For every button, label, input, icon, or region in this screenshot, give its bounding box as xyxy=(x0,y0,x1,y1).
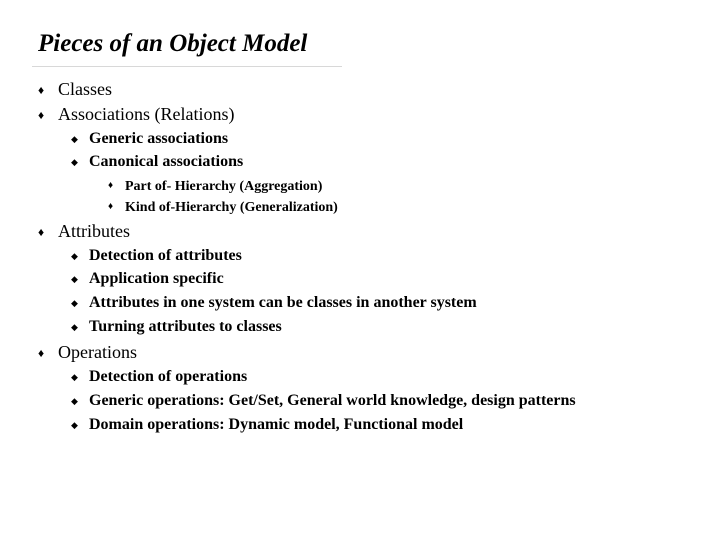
list-item-label: Operations xyxy=(58,342,137,362)
list-item-canonical-associations xyxy=(89,154,243,170)
list-item-label: Classes xyxy=(58,79,112,99)
list-item-operations xyxy=(58,343,137,361)
small-diamond-bullet-icon xyxy=(71,319,78,335)
list-item-associations xyxy=(58,105,234,123)
small-diamond-bullet-icon xyxy=(71,131,78,147)
list-item-label: Attributes xyxy=(58,221,130,241)
list-item-application-specific xyxy=(89,271,224,287)
diamond-bullet-icon xyxy=(108,178,113,193)
list-item-generic-operations xyxy=(89,393,576,409)
list-item-label: Detection of attributes xyxy=(89,247,242,264)
small-diamond-bullet-icon xyxy=(71,393,78,409)
list-item-label: Attributes in one system can be classes in another system xyxy=(89,294,477,311)
list-item-kind-of-hierarchy xyxy=(125,199,338,215)
list-item-label: Canonical associations xyxy=(89,153,244,170)
list-item-detection-of-operations xyxy=(89,369,247,385)
list-item-label: Kind of-Hierarchy (Generalization) xyxy=(125,200,338,215)
list-item-label: Domain operations: Dynamic model, Functional model xyxy=(89,416,464,433)
list-item-classes xyxy=(58,80,112,98)
title-divider xyxy=(32,66,342,67)
slide-title: Pieces of an Object Model xyxy=(38,30,308,57)
list-item-attributes-one-system xyxy=(89,295,477,311)
list-item-label: Detection of operations xyxy=(89,368,248,385)
list-item-label: Application specific xyxy=(89,270,224,287)
small-diamond-bullet-icon xyxy=(71,295,78,311)
list-item-part-of-hierarchy xyxy=(125,178,322,194)
list-item-domain-operations xyxy=(89,417,463,433)
list-item-detection-of-attributes xyxy=(89,248,242,264)
small-diamond-bullet-icon xyxy=(71,248,78,264)
list-item-attributes xyxy=(58,222,130,240)
diamond-bullet-icon xyxy=(108,199,113,214)
list-item-label: Associations (Relations) xyxy=(58,104,235,124)
diamond-bullet-icon xyxy=(38,80,44,100)
small-diamond-bullet-icon xyxy=(71,154,78,170)
small-diamond-bullet-icon xyxy=(71,417,78,433)
list-item-label: Part of- Hierarchy (Aggregation) xyxy=(125,179,323,194)
diamond-bullet-icon xyxy=(38,343,44,363)
list-item-generic-associations xyxy=(89,131,228,147)
small-diamond-bullet-icon xyxy=(71,369,78,385)
list-item-label: Generic operations: Get/Set, General world knowledge, design patterns xyxy=(89,392,576,409)
list-item-label: Generic associations xyxy=(89,130,229,147)
list-item-turning-attributes xyxy=(89,319,282,335)
list-item-label: Turning attributes to classes xyxy=(89,318,282,335)
small-diamond-bullet-icon xyxy=(71,271,78,287)
diamond-bullet-icon xyxy=(38,105,44,125)
diamond-bullet-icon xyxy=(38,222,44,242)
